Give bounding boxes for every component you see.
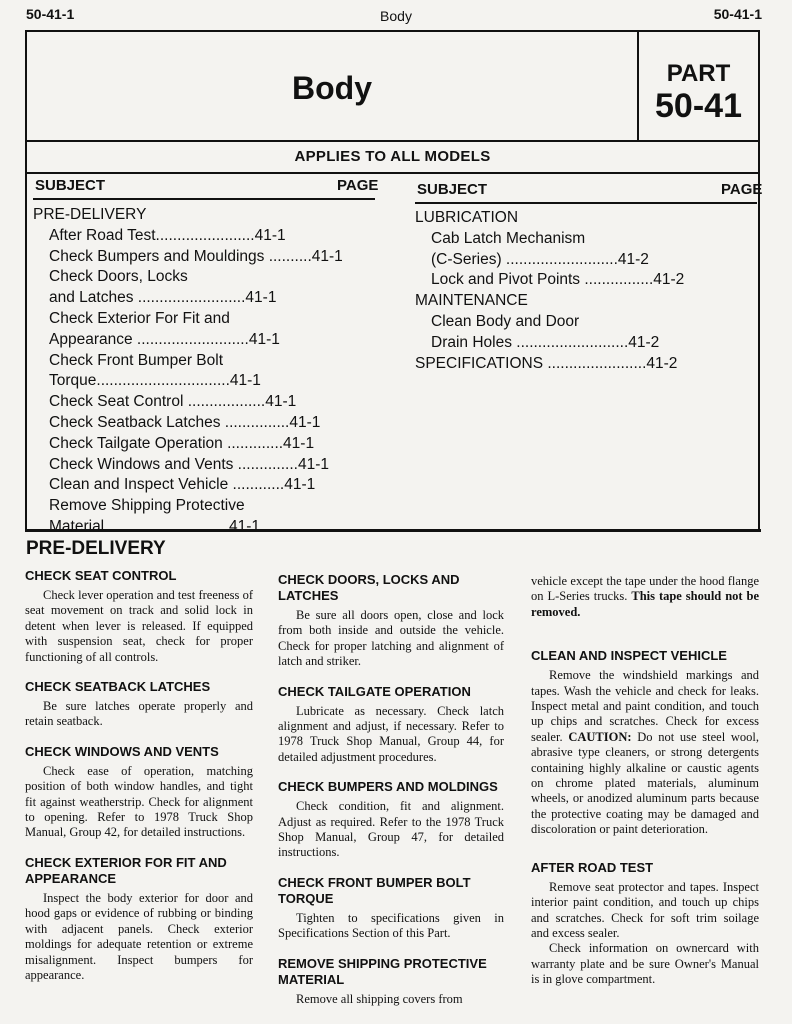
toc-entry: LUBRICATION (415, 209, 519, 226)
page-number-right: 50-41-1 (713, 6, 762, 22)
applies-line: APPLIES TO ALL MODELS (294, 148, 491, 165)
page-number-left: 50-41-1 (26, 6, 75, 22)
paragraph: Check condition, fit and alignment. Adjust as required. Refer to the 1978 Truck Shop Manual, Group 47, for detailed instructions. (278, 799, 504, 860)
column-3 (531, 574, 759, 988)
toc-entry: SPECIFICATIONS .......................41-2 (415, 354, 678, 372)
part-number: 50-41 (655, 87, 742, 125)
title-box (25, 30, 763, 535)
toc-entry: Check Seatback Latches ...............41-1 (49, 413, 321, 431)
toc-entry: Appearance ..........................41-1 (49, 330, 280, 348)
text: Remove the windshield markings and tapes. Wash the vehicle and check for leaks. Inspect metal and paint condition, and touch up chips and scratches. Check for excess sealer. (531, 668, 759, 744)
toc-left (33, 205, 373, 538)
heading: CHECK BUMPERS AND MOLDINGS (278, 779, 498, 795)
toc-page-header-left: PAGE (337, 177, 379, 194)
toc-entry: Check Bumpers and Mouldings ..........41-1 (49, 247, 343, 265)
column-1 (25, 568, 253, 983)
toc-entry: Check Exterior For Fit and (49, 309, 230, 327)
paragraph: Remove all shipping covers from (296, 991, 463, 1006)
divider (25, 529, 761, 532)
text: Do not use steel wool, abrasive type cleaners, or strong detergents containing highly alkaline or caustic agents on chrome plated materials, aluminum wheels, or anodized aluminum parts because the protective coating may be damaged and discoloration or paint deterioration. (531, 729, 760, 837)
title-row (27, 32, 758, 142)
toc-entry: Torque...............................41-1 (49, 372, 261, 390)
caution-label: CAUTION: (568, 729, 632, 744)
heading: CHECK DOORS, LOCKS AND LATCHES (278, 572, 460, 603)
toc-entry: Check Doors, Locks (49, 268, 188, 286)
column-2 (278, 572, 504, 1007)
heading: CHECK SEATBACK LATCHES (25, 679, 211, 695)
heading: REMOVE SHIPPING PROTECTIVE MATERIAL (278, 955, 487, 987)
heading: CHECK FRONT BUMPER BOLT TORQUE (278, 874, 471, 906)
section-title: PRE-DELIVERY (26, 538, 166, 559)
heading: AFTER ROAD TEST (531, 859, 654, 875)
paragraph (531, 668, 759, 837)
toc-entry: Check Tailgate Operation .............41-1 (49, 434, 315, 452)
note-bold: This tape should not be removed. (531, 589, 759, 619)
toc-entry: PRE-DELIVERY (33, 206, 147, 223)
toc-entry: Drain Holes ..........................41-2 (431, 333, 660, 351)
paragraph: Lubricate as necessary. Check latch alignment and adjust, if necessary. Refer to 1978 Truck Shop Manual, Group 44, for detailed adjustment procedures. (278, 703, 504, 764)
toc-entry: Material ............................41-1 (49, 517, 261, 535)
toc-right (415, 208, 755, 374)
toc-entry: MAINTENANCE (415, 292, 528, 310)
heading: CHECK TAILGATE OPERATION (278, 683, 471, 699)
paragraph: Remove seat protector and tapes. Inspect interior paint condition, and touch up chips and scratches. Check for soft trim soilage and excess sealer. Check information on ownercard with warranty plate and be sure Owner's Manual is in glove compartment. (531, 879, 759, 987)
toc-entry: (C-Series) ..........................41-2 (431, 250, 649, 268)
toc-subject-header-right: SUBJECT (417, 181, 488, 198)
paragraph (531, 574, 759, 620)
heading: CHECK EXTERIOR FOR FIT AND APPEARANCE (25, 854, 227, 886)
paragraph: Tighten to specifications given in Specifications Section of this Part. (278, 910, 504, 941)
continued-text: vehicle except the tape under the hood flange on L-Series trucks. (531, 574, 759, 604)
toc-entry: After Road Test.......................41-1 (49, 226, 286, 244)
toc-entry: Clean Body and Door (431, 312, 580, 330)
paragraph: Check ease of operation, matching position of both window handles, and tight fit against weatherstrip. Check for alignment to opening. Refer to 1978 Truck Shop Manual, Group 42, for detailed instructions. (25, 763, 253, 840)
toc-entry: and Latches .........................41-1 (49, 289, 277, 307)
heading: CLEAN AND INSPECT VEHICLE (531, 648, 727, 664)
toc-entry: Check Front Bumper Bolt (49, 351, 224, 369)
divider (415, 202, 757, 204)
toc-entry: Check Windows and Vents ..............41-1 (49, 455, 329, 473)
toc-entry: Check Seat Control ..................41-1 (49, 393, 297, 411)
heading: CHECK SEAT CONTROL (25, 568, 177, 583)
toc-entry: Clean and Inspect Vehicle ............41-1 (49, 476, 316, 494)
part-label: PART (666, 60, 731, 87)
running-header: Body (380, 8, 412, 24)
paragraph: Inspect the body exterior for door and hood gaps or evidence of rubbing or binding with adjacent panels. Check exterior moldings for adequate retention or extreme misalignment. Inspect bumpers for appearance. (25, 890, 253, 982)
divider (27, 172, 758, 174)
paragraph: Check lever operation and test freeness of seat movement on track and solid lock in detent when lever is released. If equipped with suspension seat, check for proper functioning of all controls. (25, 588, 253, 664)
toc-subject-header-left: SUBJECT (35, 177, 106, 194)
toc-entry: Cab Latch Mechanism (431, 229, 586, 247)
toc-page-header-right: PAGE (721, 181, 763, 198)
toc-entry: Remove Shipping Protective (49, 497, 245, 515)
page-title: Body (292, 70, 372, 106)
paragraph: Be sure all doors open, close and lock from both inside and outside the vehicle. Check for proper latching and alignment of latch and striker. (278, 608, 504, 669)
paragraph: Be sure latches operate properly and retain seatback. (25, 699, 253, 729)
divider (33, 198, 375, 200)
toc-entry: Lock and Pivot Points ................41-2 (431, 271, 685, 289)
heading: CHECK WINDOWS AND VENTS (25, 743, 219, 759)
